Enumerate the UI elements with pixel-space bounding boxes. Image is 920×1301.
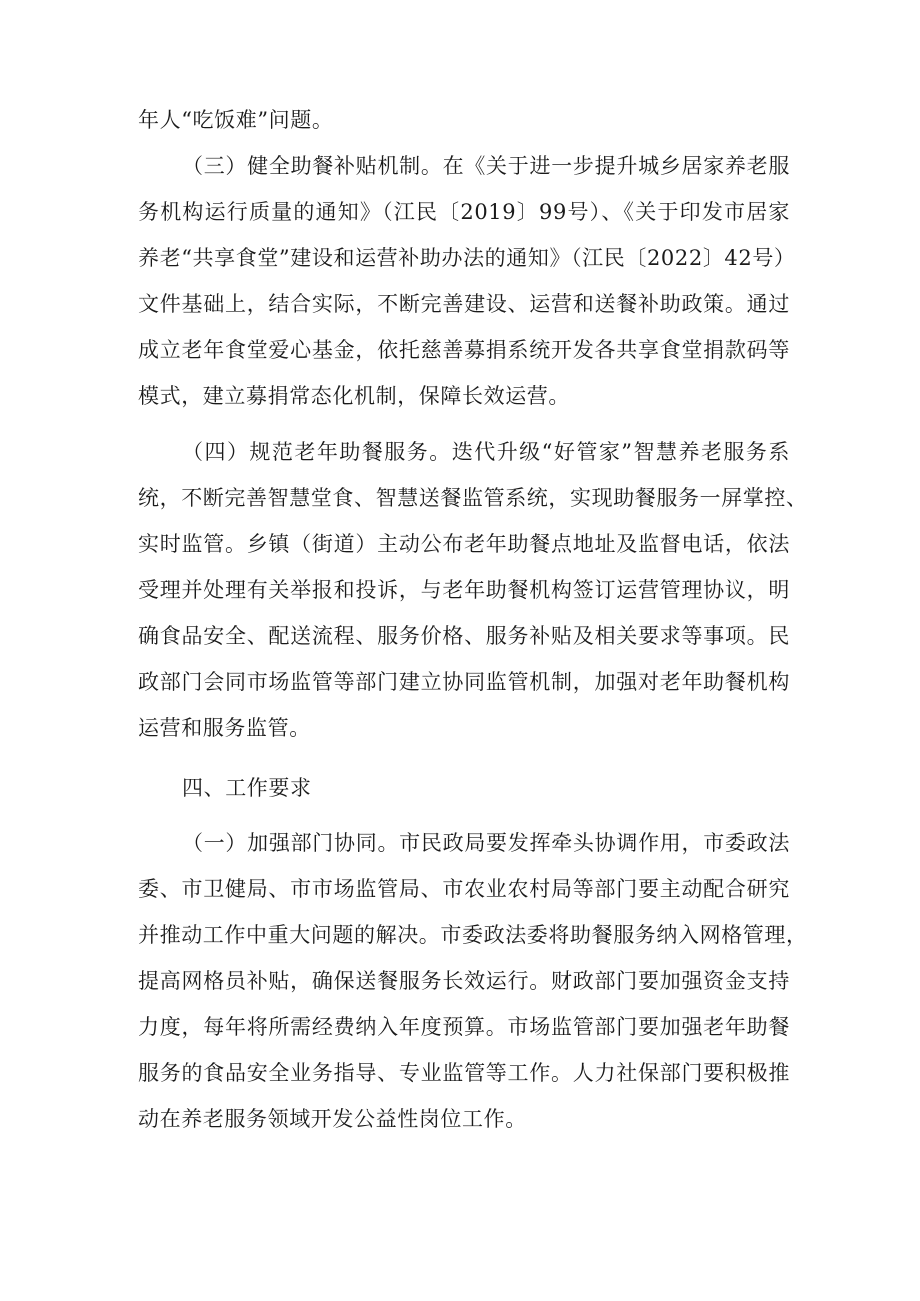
paragraph-line: 提高网格员补贴，确保送餐服务长效运行。财政部门要加强资金支持 bbox=[138, 969, 790, 993]
paragraph-line: 成立老年食堂爱心基金，依托慈善募捐系统开发各共享食堂捐款码等 bbox=[138, 338, 790, 362]
paragraph-line: 模式，建立募捐常态化机制，保障长效运营。 bbox=[138, 384, 570, 408]
paragraph-line: 年人“吃饭难”问题。 bbox=[138, 108, 334, 132]
paragraph-line: 实时监管。乡镇（街道）主动公布老年助餐点地址及监督电话，依法 bbox=[138, 532, 790, 556]
paragraph-line: 动在养老服务领域开发公益性岗位工作。 bbox=[138, 1107, 527, 1131]
paragraph-line: 运营和服务监管。 bbox=[138, 716, 311, 740]
paragraph-line: 文件基础上，结合实际，不断完善建设、运营和送餐补助政策。通过 bbox=[138, 292, 790, 316]
section-4-heading-line: （四）规范老年助餐服务。迭代升级“好管家”智慧养老服务系 bbox=[182, 440, 790, 464]
paragraph-line: 受理并处理有关举报和投诉，与老年助餐机构签订运营管理协议，明 bbox=[138, 578, 790, 602]
paragraph-line: 养老“共享食堂”建设和运营补助办法的通知》（江民〔2022〕42号） bbox=[138, 246, 796, 270]
paragraph-line: 政部门会同市场监管等部门建立协同监管机制，加强对老年助餐机构 bbox=[138, 670, 790, 694]
paragraph-line: 务机构运行质量的通知》（江民〔2019〕99号）、《关于印发市居家 bbox=[138, 200, 790, 224]
paragraph-line: 统，不断完善智慧堂食、智慧送餐监管系统，实现助餐服务一屏掌控、 bbox=[138, 486, 808, 510]
chapter-heading: 四、工作要求 bbox=[182, 776, 312, 800]
paragraph-line: 并推动工作中重大问题的解决。市委政法委将助餐服务纳入网格管理， bbox=[138, 923, 808, 947]
section-3-heading-line: （三）健全助餐补贴机制。在《关于进一步提升城乡居家养老服 bbox=[182, 154, 790, 178]
paragraph-line: 服务的食品安全业务指导、专业监管等工作。人力社保部门要积极推 bbox=[138, 1061, 790, 1085]
paragraph-line: 确食品安全、配送流程、服务价格、服务补贴及相关要求等事项。民 bbox=[138, 624, 790, 648]
subsection-1-heading-line: （一）加强部门协同。市民政局要发挥牵头协调作用，市委政法 bbox=[182, 831, 790, 855]
paragraph-line: 委、市卫健局、市市场监管局、市农业农村局等部门要主动配合研究 bbox=[138, 877, 790, 901]
paragraph-line: 力度，每年将所需经费纳入年度预算。市场监管部门要加强老年助餐 bbox=[138, 1015, 790, 1039]
